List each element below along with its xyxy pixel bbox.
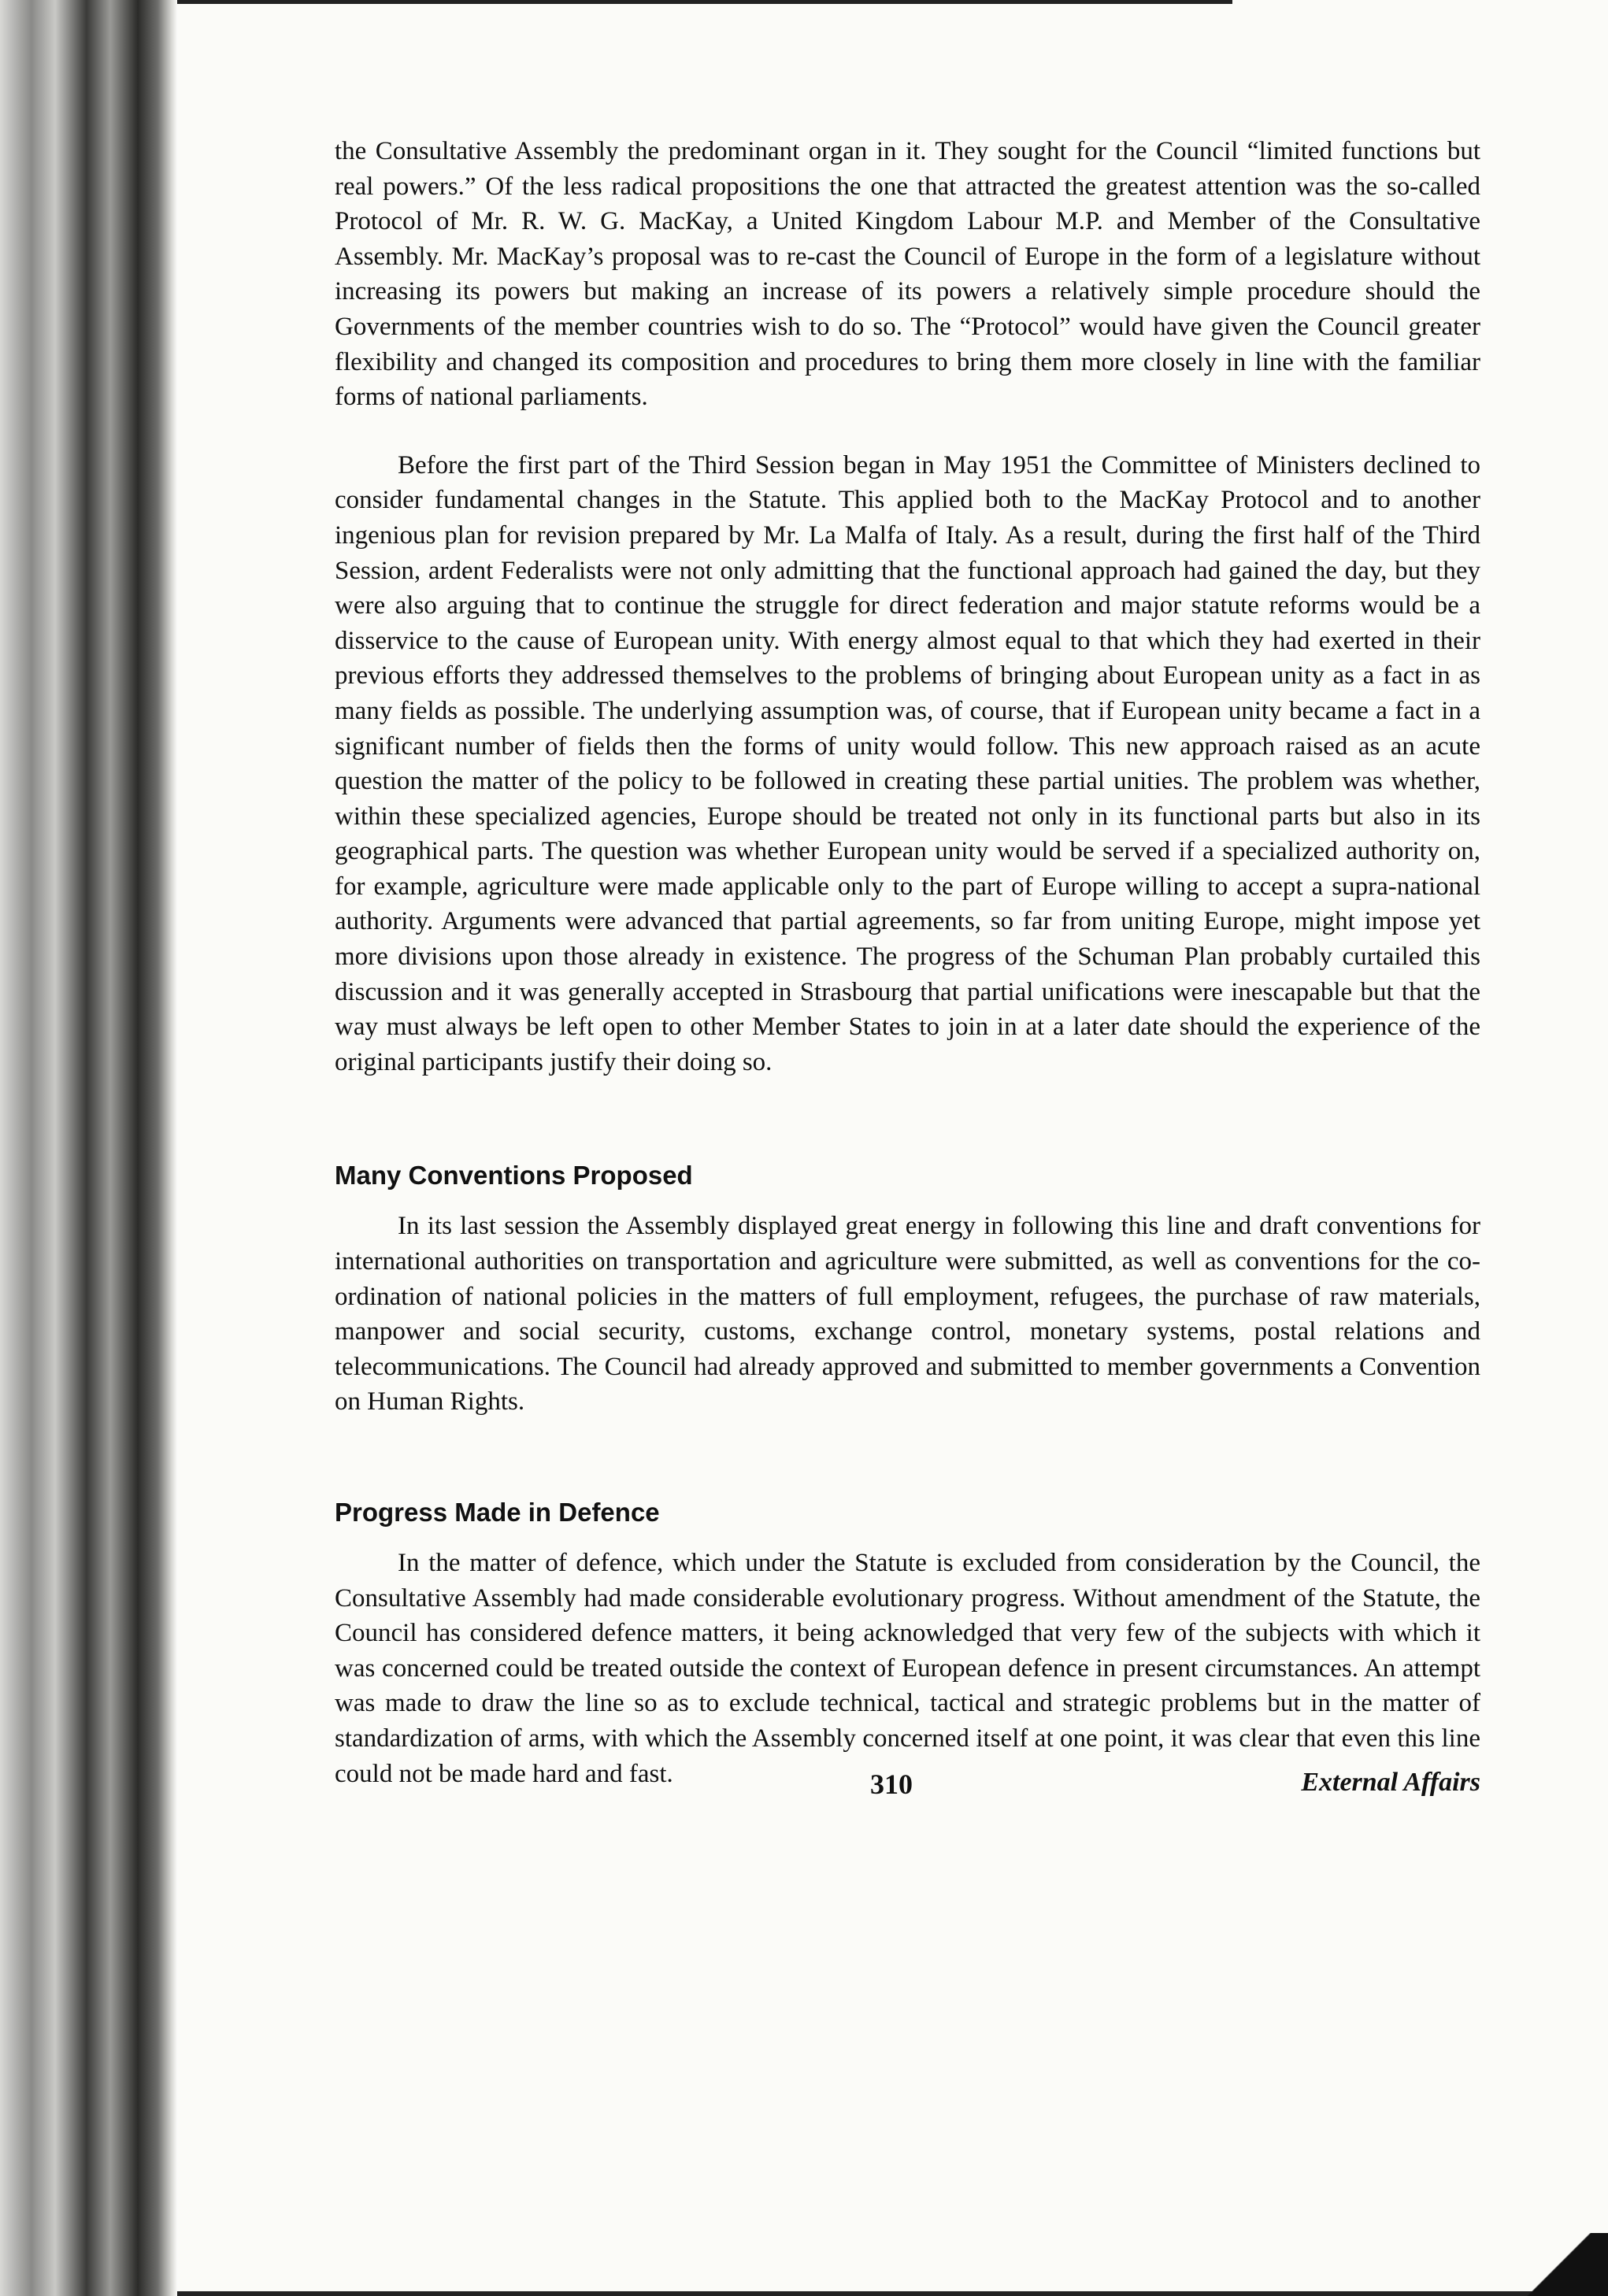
- paragraph-intro-continuation: the Consultative Assembly the predominant organ in it. They sought for the Council “limited functions but real powers.” Of the less radical propositions the one that attracted the greatest attention was the so-called Protocol of Mr. R. W. G. MacKay, a United Kingdom Labour M.P. and Member of the Consultative Assembly. Mr. MacKay’s proposal was to re-cast the Council of Europe in the form of a legislature without increasing its powers but making an increase of its powers a relatively simple procedure should the Governments of the member countries wish to do so. The “Protocol” would have given the Council greater flexibility and changed its composition and procedures to bring them more closely in line with the familiar forms of national parliaments.: [335, 137, 1480, 412]
- page-footer: [335, 1768, 1480, 1807]
- book-binding-shadow: [0, 0, 177, 2296]
- page-top-edge: [177, 0, 1232, 4]
- page-bottom-edge: [177, 2291, 1608, 2296]
- article-body: [335, 134, 1480, 1791]
- page-corner-shadow: [1490, 2233, 1608, 2296]
- paragraph-third-session: Before the first part of the Third Session began in May 1951 the Committee of Ministers declined to consider fundamental changes in the Statute. This applied both to the MacKay Protocol and to another ingenious plan for revision prepared by Mr. La Malfa of Italy. As a result, during the first half of the Third Session, ardent Federalists were not only admitting that the functional approach had gained the day, but they were also arguing that to continue the struggle for direct federation and major statute reforms would be a disservice to the cause of European unity. With energy almost equal to that which they had exerted in their previous efforts they addressed themselves to the problems of bringing about European unity as a fact in as many fields as possible. The underlying assumption was, of course, that if European unity became a fact in a significant number of fields then the forms of unity would follow. This new approach raised as an acute question the matter of the policy to be followed in creating these partial unities. The problem was whether, within these specialized agencies, Europe should be treated not only in its functional parts but also in its geographical parts. The question was whether European unity would be served if a specialized authority on, for example, agriculture were made applicable only to the part of Europe willing to accept a supra-national authority. Arguments were advanced that partial agreements, so far from uniting Europe, might impose yet more divisions upon those already in existence. The progress of the Schuman Plan probably curtailed this discussion and it was generally accepted in Strasbourg that partial unifications were inescapable but that the way must always be left open to other Member States to join in at a later date should the experience of the original participants justify their doing so.: [335, 450, 1480, 1076]
- journal-name: External Affairs: [1301, 1768, 1480, 1797]
- page-number: 310: [870, 1768, 913, 1800]
- paragraph-defence: In the matter of defence, which under the Statute is excluded from consideration by the Council, the Consultative Assembly had made considerable evolutionary progress. Without amendment of the Statute, the Council has considered defence matters, it being acknowledged that very few of the subjects with which it was concerned could be treated outside the context of European defence in present circumstances. An attempt was made to draw the line so as to exclude technical, tactical and strategic problems but in the matter of standardization of arms, with which the Assembly concerned itself at one point, it was clear that even this line could not be made hard and fast.: [335, 1549, 1480, 1788]
- paragraph-conventions: In its last session the Assembly displayed great energy in following this line and draft conventions for international authorities on transportation and agriculture were submitted, as well as conventions for the co-ordination of national policies in the matters of full employment, refugees, the purchase of raw materials, manpower and social security, customs, exchange control, monetary systems, postal relations and telecommunications. The Council had already approved and submitted to member governments a Convention on Human Rights.: [335, 1212, 1480, 1416]
- section-heading-conventions: Many Conventions Proposed: [335, 1161, 693, 1191]
- section-heading-defence: Progress Made in Defence: [335, 1498, 660, 1527]
